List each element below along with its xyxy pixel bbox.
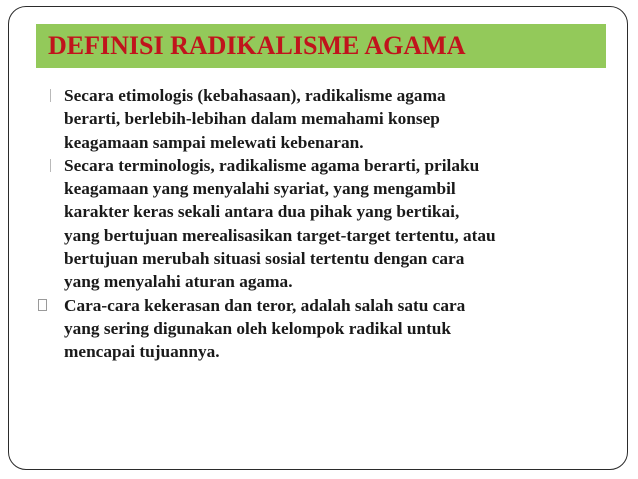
bullet-line: mencapai tujuannya.: [64, 342, 220, 362]
bullet-line: Cara-cara kekerasan dan teror, adalah salah satu cara: [64, 295, 466, 315]
bullet-bar-icon: [50, 89, 53, 102]
bullet-line: yang menyalahi aturan agama.: [64, 272, 293, 292]
bullet-item-kekerasan: [36, 294, 596, 364]
bullet-line: bertujuan merubah situasi sosial tertentu dengan cara: [64, 249, 465, 269]
bullet-line: Secara terminologis, radikalisme agama berarti, prilaku: [64, 155, 480, 175]
bullet-line: yang bertujuan merealisasikan target-target tertentu, atau: [64, 225, 496, 245]
bullet-line: keagamaan sampai melewati kebenaran.: [64, 132, 364, 152]
bullet-item-terminologis: [36, 154, 596, 294]
bullet-line: keagamaan yang menyalahi syariat, yang mengambil: [64, 179, 456, 199]
bullet-bar-icon: [50, 159, 53, 172]
slide-content: [36, 84, 596, 364]
bullet-line: Secara etimologis (kebahasaan), radikalisme agama: [64, 86, 446, 105]
title-bar: [36, 24, 606, 68]
bullet-box-icon: [38, 299, 47, 311]
bullet-line: yang sering digunakan oleh kelompok radikal untuk: [64, 318, 452, 338]
bullet-line: berarti, berlebih-lebihan dalam memahami konsep: [64, 109, 440, 129]
bullet-item-etimologis: [36, 84, 596, 154]
slide-title: DEFINISI RADIKALISME AGAMA: [48, 31, 466, 60]
bullet-line: karakter keras sekali antara dua pihak yang bertikai,: [64, 202, 460, 222]
